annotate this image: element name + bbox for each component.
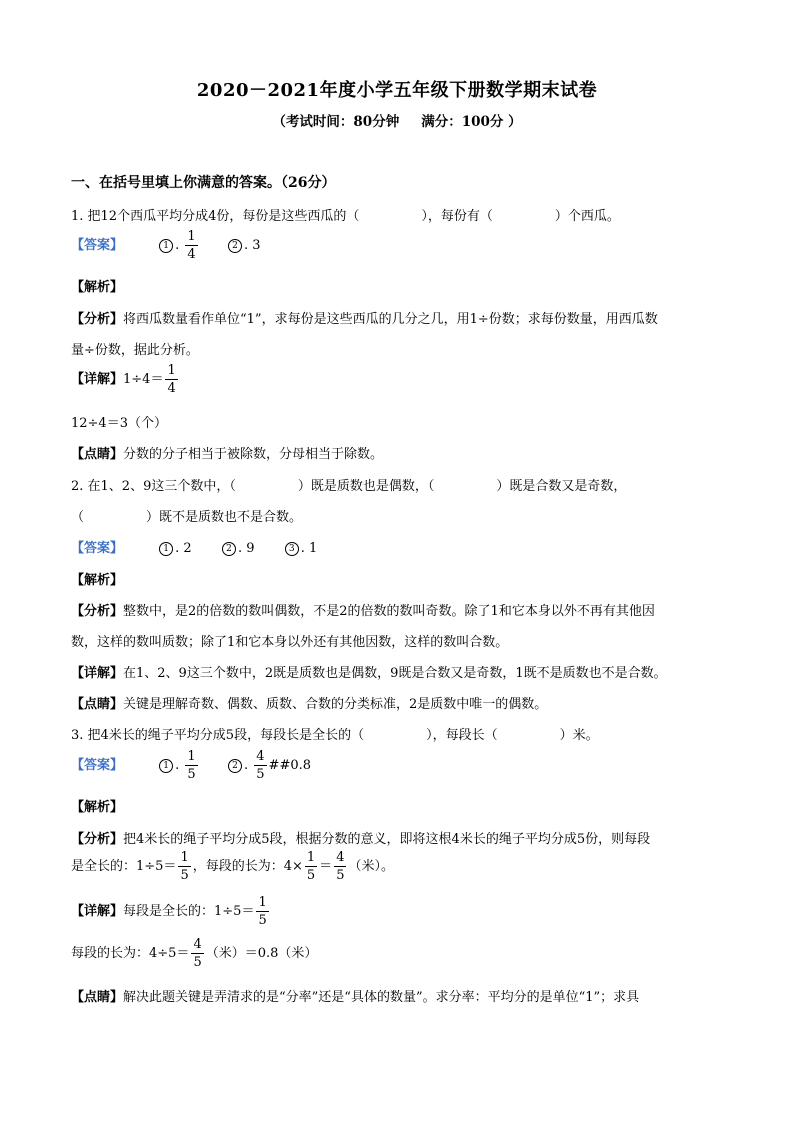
- q1-stem-part: 1. 把12个西瓜平均分成4份，每份是这些西瓜的（: [71, 209, 360, 224]
- fraction: [178, 851, 190, 882]
- q2-stem-line2: [71, 506, 302, 525]
- numerator: 1: [187, 229, 196, 244]
- q1-fenxi: [71, 308, 658, 327]
- numerator: 1: [258, 895, 267, 910]
- circled-number: 1: [159, 542, 173, 556]
- q2-dianjing: [71, 693, 547, 712]
- q2-stem-part: （: [71, 510, 85, 525]
- detail-text: 1÷4＝: [123, 372, 164, 387]
- analysis-label: 【解析】: [71, 280, 124, 295]
- fenxi-label: 【分析】: [71, 604, 124, 619]
- q3-fenxi: [71, 828, 650, 847]
- fraction: [334, 851, 346, 882]
- q3-stem: [71, 724, 599, 743]
- dianjing-label: 【点睛】: [71, 990, 124, 1005]
- denominator: 5: [193, 955, 202, 970]
- answer-value: . 3: [243, 238, 261, 253]
- fraction: [191, 938, 203, 969]
- fraction: [254, 750, 266, 781]
- answer-value: . 2: [175, 541, 192, 556]
- answer-label: 【答案】: [71, 758, 124, 773]
- q2-stem-part: ）既不是质数也不是合数。: [146, 510, 303, 525]
- fraction: [305, 851, 317, 882]
- denominator: 4: [167, 381, 176, 396]
- fenxi-text: ＝: [319, 859, 333, 874]
- denominator: 5: [180, 868, 189, 883]
- q1-detail-line2: 12÷4＝3（个）: [71, 416, 167, 431]
- section-heading: 一、在括号里填上你满意的答案。（26分）: [71, 175, 336, 191]
- analysis-label: 【解析】: [71, 573, 124, 588]
- circled-number: 2: [228, 239, 242, 253]
- exam-subtitle: [0, 110, 794, 130]
- q2-stem: [71, 475, 626, 494]
- q1-dianjing: [71, 443, 383, 462]
- numerator: 1: [167, 363, 176, 378]
- q3-detail-line2: [71, 938, 317, 969]
- q3-answer: 【答案】 1 . $\frac{1}{5}$ 2 . $\frac{4}{5}$ ##0.8: [71, 749, 312, 782]
- fenxi-label: 【分析】: [71, 832, 124, 847]
- dianjing-label: 【点睛】: [71, 447, 124, 462]
- fenxi-text: 是全长的：1÷5＝: [71, 859, 177, 874]
- fenxi-text: 整数中，是2的倍数的数叫偶数，不是2的倍数的数叫奇数。除了1和它本身以外不再有其他因: [123, 604, 655, 619]
- q1-stem: [71, 205, 620, 224]
- q1-stem-part: ），每份有（: [421, 209, 493, 224]
- circled-number: 2: [228, 759, 242, 773]
- fenxi-text: 把4米长的绳子平均分成5段，根据分数的意义，即将这根4米长的绳子平均分成5份，则每段: [123, 832, 651, 847]
- q3-stem-part: ），每段长（: [426, 728, 498, 743]
- denominator: 5: [336, 868, 345, 883]
- q2-fenxi: [71, 600, 655, 619]
- fraction: [165, 364, 177, 395]
- fenxi-text: ，每段的长为：4×: [192, 859, 303, 874]
- circled-number: 1: [159, 239, 173, 253]
- dianjing-text: 分数的分子相当于被除数，分母相当于除数。: [123, 447, 384, 462]
- dianjing-text: 解决此题关键是弄清求的是“分率”还是“具体的数量”。求分率：平均分的是单位“1”；求具: [123, 990, 640, 1005]
- q2-fenxi-line2: 数，这样的数叫质数；除了1和它本身以外还有其他因数，这样的数叫合数。: [71, 635, 509, 650]
- dianjing-text: 关键是理解奇数、偶数、质数、合数的分类标准，2是质数中唯一的偶数。: [123, 697, 548, 712]
- detail-label: 【详解】: [71, 666, 124, 681]
- denominator: 4: [187, 247, 196, 262]
- q3-stem-part: 3. 把4米长的绳子平均分成5段，每段长是全长的（: [71, 728, 365, 743]
- circled-number: 2: [222, 542, 236, 556]
- q2-stem-part: ）既是质数也是偶数，（: [297, 479, 435, 494]
- fraction: [185, 230, 197, 261]
- detail-text: 在1、2、9这三个数中，2既是质数也是偶数，9既是合数又是奇数，1既不是质数也不是合数。: [123, 666, 667, 681]
- q1-fenxi-line2: 量÷份数，据此分析。: [71, 343, 199, 358]
- detail-text: 每段的长为：4÷5＝: [71, 946, 190, 961]
- fraction: [185, 750, 197, 781]
- exam-title: 2020－2021年度小学五年级下册数学期末试卷: [196, 80, 598, 101]
- q3-dianjing: [71, 986, 639, 1005]
- dianjing-label: 【点睛】: [71, 697, 124, 712]
- denominator: 5: [258, 913, 267, 928]
- numerator: 4: [256, 749, 265, 764]
- q2-stem-part: ）既是合数又是奇数，: [496, 479, 627, 494]
- q1-answer: 【答案】 1 . $\frac{1}{4}$ 2 . 3: [71, 229, 261, 262]
- exam-time: （考试时间：80分钟: [272, 114, 400, 130]
- numerator: 4: [336, 850, 345, 865]
- detail-text: 每段是全长的：1÷5＝: [123, 904, 255, 919]
- q1-detail: [71, 364, 180, 395]
- fraction: [256, 896, 268, 927]
- answer-label: 【答案】: [71, 238, 124, 253]
- q3-stem-part: ）米。: [559, 728, 599, 743]
- detail-label: 【详解】: [71, 904, 124, 919]
- numerator: 4: [193, 937, 202, 952]
- denominator: 5: [306, 868, 316, 883]
- q2-stem-part: 2. 在1、2、9这三个数中，（: [71, 479, 236, 494]
- numerator: 1: [187, 749, 196, 764]
- answer-value: . 9: [237, 541, 255, 556]
- full-score: 满分：100分 ）: [421, 114, 522, 130]
- circled-number: 3: [285, 542, 299, 556]
- detail-label: 【详解】: [71, 372, 124, 387]
- detail-text: （米）＝0.8（米）: [205, 946, 318, 961]
- q2-detail: [71, 662, 667, 681]
- q3-detail: [71, 896, 271, 927]
- q3-fenxi-line2: [71, 851, 394, 882]
- answer-label: 【答案】: [71, 541, 124, 556]
- fenxi-text: 将西瓜数量看作单位“1”，求每份是这些西瓜的几分之几，用1÷份数；求每份数量，用西瓜数: [123, 312, 658, 327]
- fenxi-label: 【分析】: [71, 312, 124, 327]
- numerator: 1: [306, 850, 316, 865]
- q2-answer: [71, 537, 317, 556]
- answer-value: ##0.8: [268, 758, 312, 773]
- denominator: 5: [187, 767, 196, 782]
- analysis-label: 【解析】: [71, 800, 124, 815]
- answer-value: . 1: [300, 541, 318, 556]
- q1-stem-part: ）个西瓜。: [554, 209, 620, 224]
- circled-number: 1: [159, 759, 173, 773]
- fenxi-text: （米）。: [348, 859, 394, 874]
- denominator: 5: [256, 767, 265, 782]
- numerator: 1: [180, 850, 189, 865]
